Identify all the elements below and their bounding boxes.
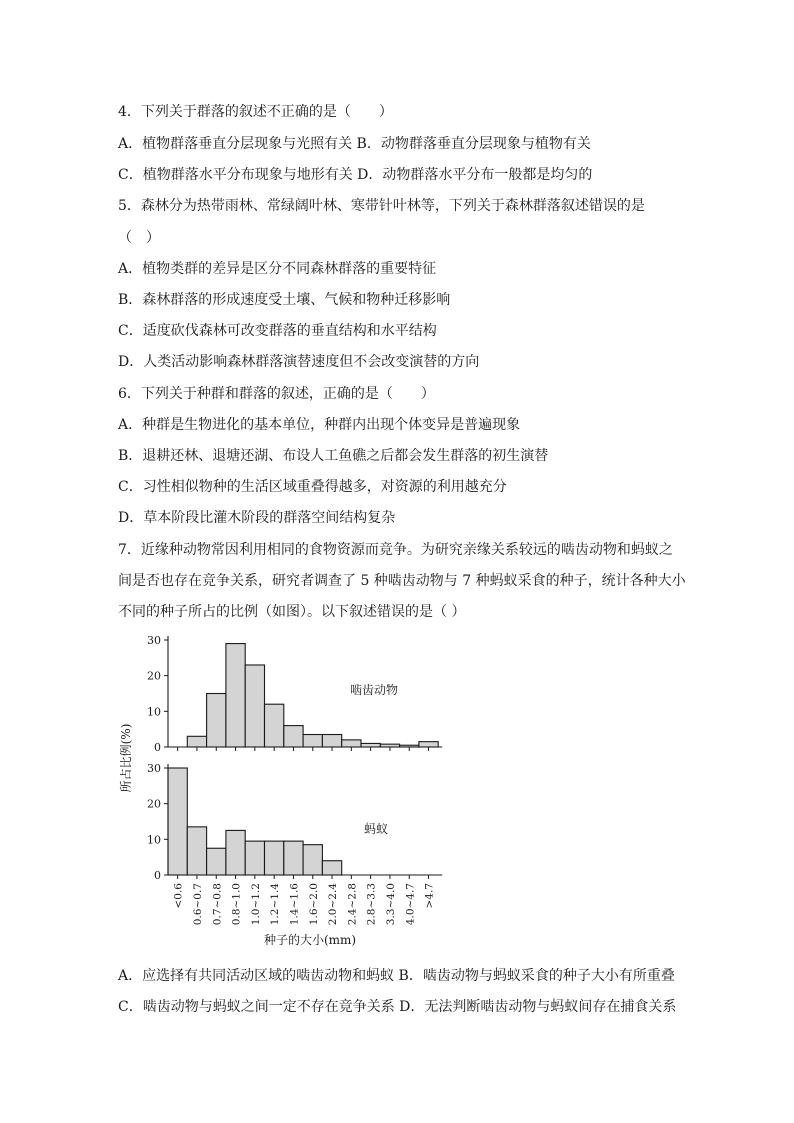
q7-option-ab: A．应选择有共同活动区域的啮齿动物和蚂蚁 B．啮齿动物与蚂蚁采食的种子大小有所重叠 [118,968,675,984]
category-label-1: 0.6~0.7 [191,883,204,926]
q5-stem: 5．森林分为热带雨林、常绿阔叶林、寒带针叶林等，下列关于森林群落叙述错误的是 [118,198,645,214]
q4-option-ab: A．植物群落垂直分层现象与光照有关 B．动物群落垂直分层现象与植物有关 [118,136,591,152]
q6-option-c: C．习性相似物种的生活区域重叠得越多，对资源的利用越充分 [118,479,507,495]
q7-stem-line-1: 7．近缘种动物常因利用相同的食物资源而竞争。为研究亲缘关系较远的啮齿动物和蚂蚁之 [118,542,673,558]
rodent-bar-8 [322,735,341,747]
rodent-ytick-label-10: 10 [147,705,161,719]
category-label-0: <0.6 [172,883,185,909]
rodent-ytick-label-20: 20 [147,669,161,683]
category-label-11: 3.3~4.0 [384,883,397,926]
ant-bar-3 [226,830,245,875]
chart-xlabel: 种子的大小(mm) [263,933,357,947]
ant-bar-5 [265,841,284,875]
category-label-5: 1.2~1.4 [269,883,282,926]
q5-option-a: A．植物类群的差异是区分不同森林群落的重要特征 [118,261,437,277]
q6-option-a: A．种群是生物进化的基本单位，种群内出现个体变异是普遍现象 [118,417,521,433]
q5-option-c: C．适度砍伐森林可改变群落的垂直结构和水平结构 [118,323,437,339]
q7-stem-line-2: 间是否也存在竞争关系，研究者调查了 5 种啮齿动物与 7 种蚂蚁采食的种子，统计各种大小 [118,573,686,589]
rodent-ytick-label-0: 0 [154,741,161,754]
ant-bar-2 [207,848,226,875]
rodent-bar-3 [226,644,245,747]
category-label-9: 2.4~2.8 [346,883,359,926]
rodent-bar-6 [284,726,303,747]
rodent-bar-9 [342,740,361,747]
category-label-3: 0.8~1.0 [230,883,243,926]
q6-option-d: D．草本阶段比灌木阶段的群落空间结构复杂 [118,510,396,526]
q6-stem: 6．下列关于种群和群落的叙述，正确的是（ ） [118,386,435,402]
q7-option-cd: C．啮齿动物与蚂蚁之间一定不存在竞争关系 D．无法判断啮齿动物与蚂蚁间存在捕食关系 [118,999,677,1015]
category-label-4: 1.0~1.2 [249,883,262,926]
category-label-8: 2.0~2.4 [327,883,340,926]
ant-ytick-label-10: 10 [147,833,161,847]
category-label-6: 1.4~1.6 [288,883,301,926]
q5-stem-cont: （ ） [118,230,160,246]
ant-bar-1 [187,827,206,875]
category-label-13: >4.7 [423,883,436,909]
ant-series-label: 蚂蚁 [364,822,389,836]
rodent-ytick-label-30: 30 [147,634,161,647]
ant-ytick-label-20: 20 [147,797,161,811]
category-label-2: 0.7~0.8 [211,883,224,926]
rodent-bar-13 [419,742,438,747]
ant-bar-4 [245,841,264,875]
ant-bar-8 [322,861,341,875]
q6-option-b: B．退耕还林、退塘还湖、布设人工鱼礁之后都会发生群落的初生演替 [118,448,549,464]
ant-bar-0 [168,768,187,875]
q5-option-b: B．森林群落的形成速度受土壤、气候和物种迁移影响 [118,292,451,308]
rodent-bar-2 [207,694,226,748]
category-label-12: 4.0~4.7 [404,883,417,926]
category-label-7: 1.6~2.0 [307,883,320,926]
ant-ytick-label-0: 0 [154,869,161,882]
q4-stem: 4．下列关于群落的叙述不正确的是（ ） [118,104,393,120]
chart-ylabel: 所占比例(%) [119,723,133,793]
ant-ytick-label-30: 30 [147,762,161,775]
rodent-bar-7 [303,735,322,747]
ant-bar-6 [284,841,303,875]
q7-stem-line-3: 不同的种子所占的比例（如图）。以下叙述错误的是（ ） [118,604,466,620]
seed-size-histogram [112,628,462,950]
rodent-series-label: 啮齿动物 [350,683,399,697]
rodent-bar-1 [187,736,206,747]
category-label-10: 2.8~3.3 [365,883,378,926]
q5-option-d: D．人类活动影响森林群落演替速度但不会改变演替的方向 [118,354,480,370]
ant-bar-7 [303,845,322,875]
q4-option-cd: C．植物群落水平分布现象与地形有关 D．动物群落水平分布一般都是均匀的 [118,167,593,183]
rodent-bar-4 [245,665,264,747]
seed-size-chart [112,628,462,950]
rodent-bar-5 [265,704,284,747]
